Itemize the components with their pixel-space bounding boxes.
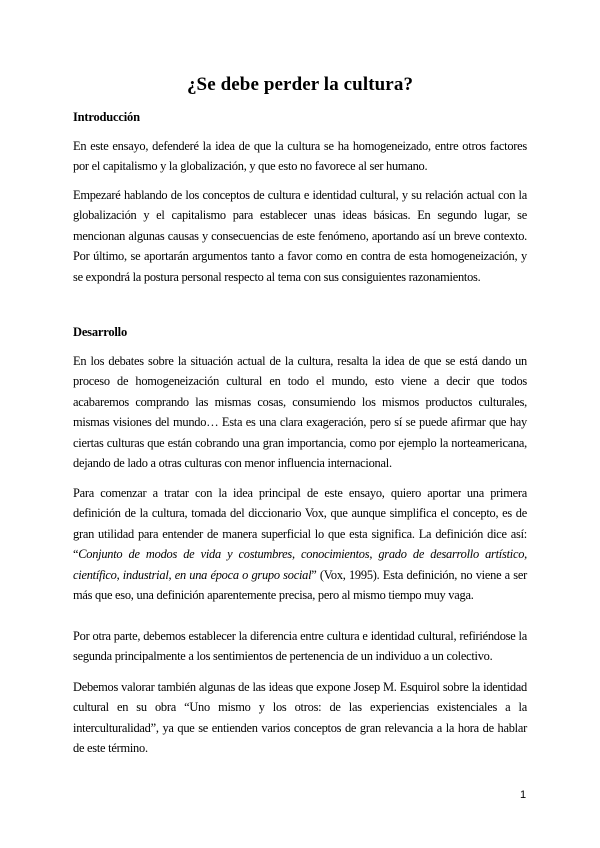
development-paragraph-3: Por otra parte, debemos establecer la diferencia entre cultura e identidad cultural, refiriéndose la segunda principalmente a los sentimientos de pertenencia de un individuo a un colectivo.: [73, 629, 527, 664]
definition-outro-text: ” (Vox, 1995). Esta definición, no viene a ser más que eso, una definición aparentemente precisa, pero al mismo tiempo muy vaga.: [73, 567, 527, 603]
section-heading-desarrollo: Desarrollo: [73, 325, 128, 339]
document-title: ¿Se debe perder la cultura?: [186, 74, 414, 95]
development-paragraph-1: En los debates sobre la situación actual de la cultura, resalta la idea de que se está dando un proceso de homogeneización cultural en todo el mundo, esto viene a decir que todos acabaremos comprando las mismas cosas, consumiendo los mismos productos culturales, mismas visiones del mundo… Esta es una clara exageración, pero sí se puede afirmar que hay ciertas culturas que están cobrando una gran importancia, como por ejemplo la norteamericana, dejando de lado a otras culturas con menor influencia internacional.: [73, 354, 527, 471]
definition-intro-text: Para comenzar a tratar con la idea principal de este ensayo, quiero aportar una primera definición de la cultura, tomada del diccionario Vox, que aunque simplifica el concepto, es de gran utilidad para entender de manera superficial lo que esta significa. La definición dice así: “: [73, 486, 527, 562]
page-number: 1: [520, 789, 527, 801]
intro-paragraph-2: Empezaré hablando de los conceptos de cultura e identidad cultural, y su relación actual con la globalización y el capitalismo para establecer unas ideas básicas. En segundo lugar, se mencionan algunas causas y consecuencias de este fenómeno, aportando así un breve contexto. Por último, se aportarán argumentos tanto a favor como en contra de esta homogeneización, y se expondrá la postura personal respecto al tema con sus consiguientes razonamientos.: [73, 188, 527, 284]
intro-paragraph-1: En este ensayo, defenderé la idea de que la cultura se ha homogeneizado, entre otros factores por el capitalismo y la globalización, y que esto no favorece al ser humano.: [73, 139, 527, 174]
vox-definition-quote: Conjunto de modos de vida y costumbres, conocimientos, grado de desarrollo artístico, científico, industrial, en una época o grupo social: [73, 547, 527, 582]
development-paragraph-2: [73, 483, 527, 605]
development-paragraph-4: Debemos valorar también algunas de las ideas que expone Josep M. Esquirol sobre la identidad cultural en su obra “Uno mismo y los otros: de las experiencias existenciales a la interculturalidad”, ya que se entienden varios conceptos de gran relevancia a la hora de hablar de este término.: [73, 680, 527, 756]
section-heading-introduccion: Introducción: [73, 110, 140, 124]
